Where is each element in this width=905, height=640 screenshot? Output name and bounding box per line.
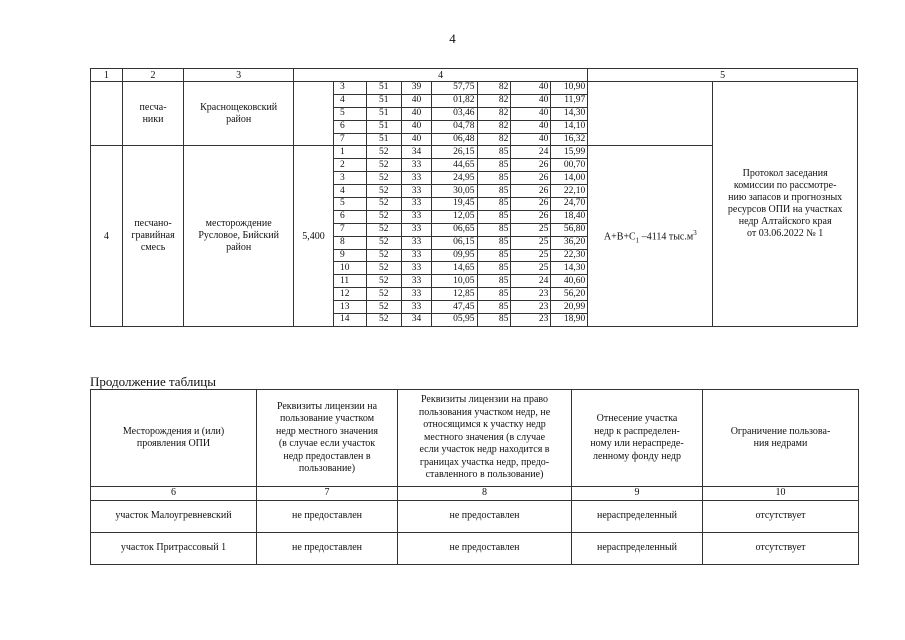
coordinate-cell: 52: [366, 314, 401, 327]
coordinate-cell: 00,70: [551, 159, 588, 172]
location-cell: месторождение Русловое, Бийский район: [184, 146, 294, 326]
coordinate-cell: 24: [511, 146, 551, 159]
coordinate-cell: 52: [366, 198, 401, 211]
coordinate-cell: 5: [333, 198, 366, 211]
coordinate-cell: 56,20: [551, 288, 588, 301]
coordinate-cell: 40: [401, 94, 432, 107]
coordinate-cell: 06,15: [432, 236, 477, 249]
coordinate-cell: 85: [477, 172, 511, 185]
coordinate-cell: 85: [477, 198, 511, 211]
coordinate-cell: 33: [401, 198, 432, 211]
coordinate-cell: 33: [401, 288, 432, 301]
coordinate-cell: 40: [511, 94, 551, 107]
coordinate-cell: 40: [401, 107, 432, 120]
coordinate-cell: 40,60: [551, 275, 588, 288]
table-cell: участок Малоугревневский: [91, 501, 257, 533]
table1-header-row: [91, 69, 858, 82]
table2-header-row: [91, 390, 859, 487]
coordinate-cell: 33: [401, 249, 432, 262]
coordinate-cell: 12: [333, 288, 366, 301]
coordinate-cell: 09,95: [432, 249, 477, 262]
coordinate-cell: 52: [366, 301, 401, 314]
coordinate-cell: 04,78: [432, 120, 477, 133]
coordinate-cell: 85: [477, 301, 511, 314]
coordinate-cell: 52: [366, 159, 401, 172]
coordinate-cell: 40: [401, 133, 432, 146]
coordinate-cell: 85: [477, 210, 511, 223]
column-number: 1: [91, 69, 123, 82]
column-number: 7: [257, 487, 398, 501]
coordinate-cell: 8: [333, 236, 366, 249]
row-number-cell: [91, 82, 123, 146]
column-number: 4: [294, 69, 588, 82]
coordinate-cell: 85: [477, 275, 511, 288]
table-cell: отсутствует: [703, 501, 859, 533]
coordinate-cell: 03,46: [432, 107, 477, 120]
coordinate-cell: 40: [511, 107, 551, 120]
coordinate-cell: 82: [477, 94, 511, 107]
coordinate-cell: 34: [401, 146, 432, 159]
coordinate-cell: 82: [477, 107, 511, 120]
coordinate-cell: 51: [366, 94, 401, 107]
coordinate-cell: 4: [333, 185, 366, 198]
column-number: 8: [398, 487, 572, 501]
table-cell: не предоставлен: [257, 533, 398, 565]
coordinate-cell: 33: [401, 210, 432, 223]
reserves-cell: [588, 82, 713, 146]
row-number-cell: 4: [91, 146, 123, 326]
coordinate-cell: 26: [511, 172, 551, 185]
coordinate-cell: 40: [511, 82, 551, 95]
coordinate-cell: 10,05: [432, 275, 477, 288]
coordinate-cell: 05,95: [432, 314, 477, 327]
table-cell: не предоставлен: [257, 501, 398, 533]
continuation-title: Продолжение таблицы: [90, 374, 216, 389]
coordinate-cell: 14,30: [551, 107, 588, 120]
reserves-superscript: 3: [693, 228, 697, 237]
reserves-cell: $А+В+С_1$ –4114 $тыс.м^3$: [588, 146, 713, 326]
protocol-cell: Протокол заседания комиссии по рассмотре- нию запасов и прогнозных ресурсов ОПИ на участках недр Алтайского края от 03.06.2022 № 1: [713, 82, 858, 327]
coordinate-cell: 39: [401, 82, 432, 95]
coordinate-cell: 56,80: [551, 223, 588, 236]
table-row: [91, 501, 859, 533]
coordinate-cell: 25: [511, 249, 551, 262]
coordinate-cell: 33: [401, 185, 432, 198]
coordinate-cell: 5: [333, 107, 366, 120]
coordinate-cell: 10,90: [551, 82, 588, 95]
coordinate-cell: 33: [401, 236, 432, 249]
coordinate-cell: 52: [366, 236, 401, 249]
area-cell: 5,400: [294, 146, 334, 326]
column-header: Ограничение пользова- ния недрами: [703, 390, 859, 487]
location-cell: Краснощековский район: [184, 82, 294, 146]
table-row: [91, 82, 858, 95]
coordinate-cell: 33: [401, 301, 432, 314]
coordinate-cell: 44,65: [432, 159, 477, 172]
coordinate-cell: 52: [366, 210, 401, 223]
license-table: [90, 389, 859, 565]
coordinate-cell: 16,32: [551, 133, 588, 146]
coordinate-cell: 52: [366, 249, 401, 262]
coordinate-cell: 47,45: [432, 301, 477, 314]
mineral-type-cell: песчано- гравийная смесь: [122, 146, 184, 326]
column-number: 6: [91, 487, 257, 501]
coordinate-cell: 25: [511, 262, 551, 275]
coordinate-cell: 40: [401, 120, 432, 133]
coordinate-cell: 12,05: [432, 210, 477, 223]
coordinate-cell: 33: [401, 262, 432, 275]
coordinate-cell: 85: [477, 185, 511, 198]
coordinate-cell: 20,99: [551, 301, 588, 314]
column-header: Отнесение участка недр к распределен- ному или нераспреде- ленному фонду недр: [572, 390, 703, 487]
coordinate-cell: 26,15: [432, 146, 477, 159]
coordinate-cell: 82: [477, 120, 511, 133]
coordinate-cell: 52: [366, 172, 401, 185]
coordinate-cell: 7: [333, 133, 366, 146]
coordinate-cell: 23: [511, 301, 551, 314]
coordinate-cell: 06,48: [432, 133, 477, 146]
area-cell: [294, 82, 334, 146]
table-cell: нераспределенный: [572, 533, 703, 565]
column-number: 10: [703, 487, 859, 501]
coordinate-cell: 25: [511, 236, 551, 249]
coordinate-cell: 1: [333, 146, 366, 159]
coordinate-cell: 85: [477, 314, 511, 327]
column-header: Реквизиты лицензии на пользование участком недр местного значения (в случае если участок недр предоставлен в пользование): [257, 390, 398, 487]
coordinate-cell: 51: [366, 133, 401, 146]
coordinate-cell: 52: [366, 146, 401, 159]
column-number: 5: [588, 69, 858, 82]
coordinate-cell: 3: [333, 172, 366, 185]
coordinate-cell: 10: [333, 262, 366, 275]
coordinate-cell: 52: [366, 262, 401, 275]
coordinate-cell: 85: [477, 288, 511, 301]
coordinate-cell: 19,45: [432, 198, 477, 211]
coordinate-cell: 85: [477, 223, 511, 236]
table-cell: не предоставлен: [398, 533, 572, 565]
page-number: 4: [449, 31, 456, 46]
coordinate-cell: 15,99: [551, 146, 588, 159]
coordinate-cell: 52: [366, 185, 401, 198]
coordinate-cell: 01,82: [432, 94, 477, 107]
table-cell: нераспределенный: [572, 501, 703, 533]
coordinate-cell: 11,97: [551, 94, 588, 107]
coordinate-cell: 14: [333, 314, 366, 327]
coordinate-cell: 36,20: [551, 236, 588, 249]
coordinate-cell: 12,85: [432, 288, 477, 301]
coordinate-cell: 2: [333, 159, 366, 172]
coordinate-cell: 22,10: [551, 185, 588, 198]
coordinate-cell: 22,30: [551, 249, 588, 262]
coordinate-cell: 25: [511, 223, 551, 236]
coordinate-cell: 40: [511, 120, 551, 133]
coordinate-cell: 82: [477, 82, 511, 95]
coordinate-cell: 14,30: [551, 262, 588, 275]
coordinate-cell: 26: [511, 198, 551, 211]
coordinate-cell: 34: [401, 314, 432, 327]
coordinate-cell: 40: [511, 133, 551, 146]
coordinate-cell: 30,05: [432, 185, 477, 198]
coordinate-cell: 6: [333, 210, 366, 223]
coordinates-table: [90, 68, 858, 327]
table-cell: отсутствует: [703, 533, 859, 565]
coordinate-cell: 85: [477, 159, 511, 172]
coordinate-cell: 85: [477, 262, 511, 275]
column-header: Месторождения и (или) проявления ОПИ: [91, 390, 257, 487]
coordinate-cell: 52: [366, 288, 401, 301]
column-number: 2: [122, 69, 184, 82]
coordinate-cell: 26: [511, 185, 551, 198]
mineral-type-cell: песча- ники: [122, 82, 184, 146]
coordinate-cell: 14,00: [551, 172, 588, 185]
coordinate-cell: 18,90: [551, 314, 588, 327]
coordinate-cell: 24,70: [551, 198, 588, 211]
coordinate-cell: 24: [511, 275, 551, 288]
coordinate-cell: 57,75: [432, 82, 477, 95]
table2-number-row: [91, 487, 859, 501]
coordinate-cell: 51: [366, 82, 401, 95]
coordinate-cell: 7: [333, 223, 366, 236]
table-cell: участок Притрассовый 1: [91, 533, 257, 565]
coordinate-cell: 11: [333, 275, 366, 288]
coordinate-cell: 23: [511, 314, 551, 327]
coordinate-cell: 52: [366, 223, 401, 236]
coordinate-cell: 85: [477, 236, 511, 249]
column-header: Реквизиты лицензии на право пользования участком недр, не относящимся к участку недр местного значения (в случае если участок недр находится в границах участка недр, предо- ставленного в пользование): [398, 390, 572, 487]
reserves-subscript: 1: [635, 235, 640, 244]
column-number: 3: [184, 69, 294, 82]
coordinate-cell: 3: [333, 82, 366, 95]
coordinate-cell: 06,65: [432, 223, 477, 236]
coordinate-cell: 13: [333, 301, 366, 314]
coordinate-cell: 51: [366, 107, 401, 120]
coordinate-cell: 6: [333, 120, 366, 133]
coordinate-cell: 51: [366, 120, 401, 133]
coordinate-cell: 82: [477, 133, 511, 146]
table-cell: не предоставлен: [398, 501, 572, 533]
coordinate-cell: 4: [333, 94, 366, 107]
coordinate-cell: 33: [401, 159, 432, 172]
coordinate-cell: 23: [511, 288, 551, 301]
coordinate-cell: 14,10: [551, 120, 588, 133]
coordinate-cell: 85: [477, 146, 511, 159]
coordinate-cell: 85: [477, 249, 511, 262]
table-row: [91, 533, 859, 565]
coordinate-cell: 26: [511, 210, 551, 223]
coordinate-cell: 18,40: [551, 210, 588, 223]
coordinate-cell: 9: [333, 249, 366, 262]
coordinate-cell: 26: [511, 159, 551, 172]
coordinate-cell: 33: [401, 223, 432, 236]
coordinate-cell: 52: [366, 275, 401, 288]
coordinate-cell: 33: [401, 172, 432, 185]
coordinate-cell: 24,95: [432, 172, 477, 185]
coordinate-cell: 33: [401, 275, 432, 288]
coordinate-cell: 14,65: [432, 262, 477, 275]
column-number: 9: [572, 487, 703, 501]
